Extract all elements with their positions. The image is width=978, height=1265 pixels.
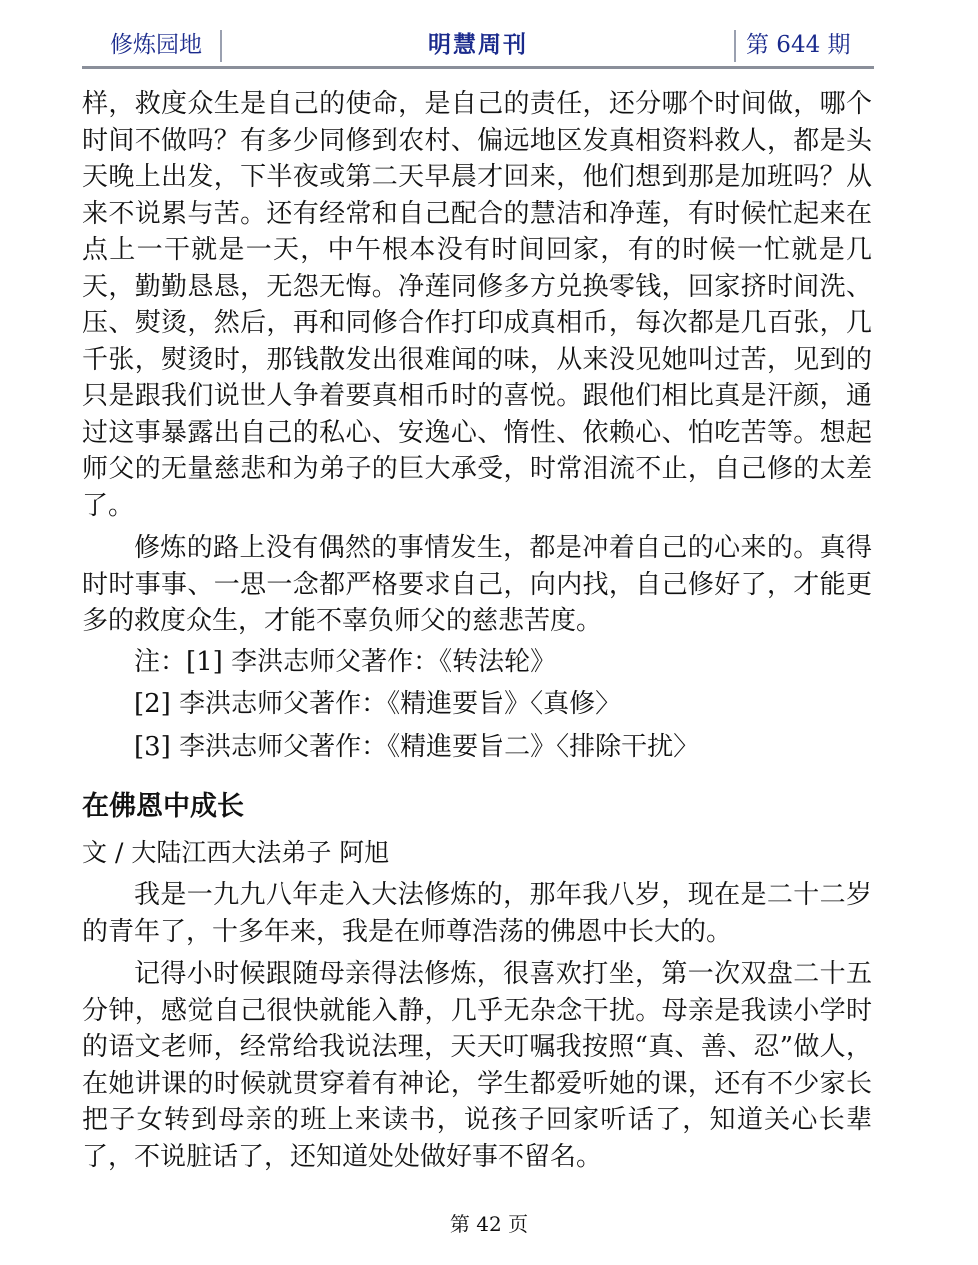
footnote-1: 注：[1] 李洪志师父著作：《转法轮》	[134, 646, 557, 677]
article2-byline: 文 / 大陆江西大法弟子 阿旭	[82, 838, 390, 867]
footnote-2: [2] 李洪志师父著作：《精進要旨》〈真修〉	[134, 689, 622, 719]
header-rule	[82, 66, 874, 69]
article2-title: 在佛恩中成长	[82, 791, 244, 822]
article1-paragraph-1: 样，救度众生是自己的使命，是自己的责任，还分哪个时间做，哪个时间不做吗？有多少同修到农村、偏远地区发真相资料救人，都是头天晚上出发，下半夜或第二天早晨才回来，他们想到那是加班吗？从来不说累与苦。还有经常和自己配合的慧洁和净莲，有时候忙起来在点上一干就是一天，中午根本没有时间回家，有的时候一忙就是几天，勤勤恳恳，无怨无悔。净莲同修多方兑换零钱，回家挤时间洗、压、熨烫，然后，再和同修合作打印成真相币，每次都是几百张，几千张，熨烫时，那钱散发出很难闻的味，从来没见她叫过苦，见到的只是跟我们说世人争着要真相币时的喜悦。跟他们相比真是汗颜，通过这事暴露出自己的私心、安逸心、惰性、依赖心、怕吃苦等。想起师父的无量慈悲和为弟子的巨大承受，时常泪流不止，自己修的太差了。	[82, 89, 872, 521]
article1-paragraph-2: 修炼的路上没有偶然的事情发生，都是冲着自己的心来的。真得时时事事、一思一念都严格要求自己，向内找，自己修好了，才能更多的救度众生，才能不辜负师父的慈悲苦度。	[82, 533, 872, 636]
journal-title: 明慧周刊	[428, 32, 528, 58]
footnote-3: [3] 李洪志师父著作：《精進要旨二》〈排除干扰〉	[134, 731, 700, 762]
article2-paragraph-2: 记得小时候跟随母亲得法修炼，很喜欢打坐，第一次双盘二十五分钟，感觉自己很快就能入静，几乎无杂念干扰。母亲是我读小学时的语文老师，经常给我说法理，天天叮嘱我按照“真、善、忍”做人，在她讲课的时候就贯穿着有神论，学生都爱听她的课，还有不少家长把子女转到母亲的班上来读书，说孩子回家听话了，知道关心长辈了，不说脏话了，还知道处处做好事不留名。	[82, 959, 872, 1172]
page-number: 第 42 页	[449, 1212, 529, 1236]
issue-number: 第 644 期	[746, 32, 851, 58]
page-header	[82, 26, 874, 66]
header-divider	[734, 30, 736, 62]
section-name: 修炼园地	[110, 32, 202, 58]
article2-paragraph-1: 我是一九九八年走入大法修炼的，那年我八岁，现在是二十二岁的青年了，十多年来，我是在师尊浩荡的佛恩中长大的。	[82, 880, 872, 947]
page-body	[82, 86, 872, 1175]
